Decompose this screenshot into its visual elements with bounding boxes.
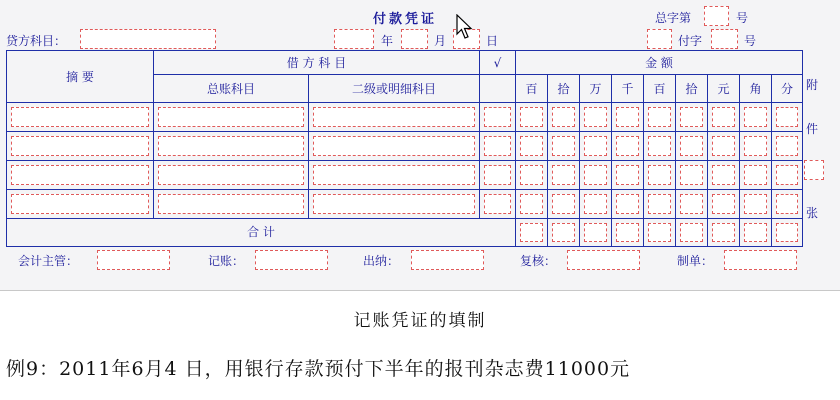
mouse-pointer-icon — [456, 14, 474, 40]
attachment-char-1: 附 — [806, 78, 819, 92]
amount-digit-input[interactable] — [776, 165, 798, 185]
amount-digit-input[interactable] — [776, 194, 798, 214]
attachment-char-3: 张 — [806, 206, 819, 220]
digit-header-6: 元 — [708, 75, 740, 103]
total-amount-cell — [708, 219, 740, 247]
general-ledger-header: 总账科目 — [154, 75, 309, 103]
amount-digit-input[interactable] — [552, 165, 575, 185]
amount-cell — [708, 103, 740, 132]
debit-account-header: 借 方 科 目 — [154, 51, 480, 75]
digit-header-7: 角 — [740, 75, 772, 103]
total-digit-input[interactable] — [584, 223, 607, 242]
amount-digit-input[interactable] — [744, 165, 767, 185]
entry-row — [7, 161, 803, 190]
check-input[interactable] — [484, 107, 511, 127]
bookkeeper-input[interactable] — [255, 250, 328, 270]
amount-digit-input[interactable] — [648, 194, 671, 214]
amount-digit-input[interactable] — [584, 107, 607, 127]
digit-header-5: 拾 — [676, 75, 708, 103]
amount-cell — [516, 132, 548, 161]
amount-cell — [676, 132, 708, 161]
entry-cell — [309, 103, 480, 132]
general-ledger-input[interactable] — [158, 194, 304, 214]
entry-cell — [7, 161, 154, 190]
amount-cell — [772, 132, 803, 161]
pay-no-suffix: 号 — [744, 34, 757, 48]
amount-cell — [548, 190, 580, 219]
check-header: √ — [480, 51, 516, 75]
entry-cell — [154, 132, 309, 161]
cashier-input[interactable] — [411, 250, 484, 270]
amount-digit-input[interactable] — [520, 194, 543, 214]
amount-cell — [580, 132, 612, 161]
digit-header-1: 拾 — [548, 75, 580, 103]
digit-header-2: 万 — [580, 75, 612, 103]
detail-account-input[interactable] — [313, 107, 475, 127]
amount-digit-input[interactable] — [680, 107, 703, 127]
amount-cell — [740, 132, 772, 161]
general-no-suffix: 号 — [736, 11, 749, 25]
total-amount-cell — [740, 219, 772, 247]
entry-row — [7, 190, 803, 219]
entry-cell — [154, 103, 309, 132]
reviewer-input[interactable] — [567, 250, 640, 270]
entry-cell — [154, 161, 309, 190]
amount-cell — [772, 190, 803, 219]
total-digit-input[interactable] — [680, 223, 703, 242]
maker-label: 制单： — [677, 254, 714, 268]
amount-cell — [676, 190, 708, 219]
amount-cell — [708, 190, 740, 219]
check-input[interactable] — [484, 165, 511, 185]
entry-cell — [7, 132, 154, 161]
total-digit-input[interactable] — [520, 223, 543, 242]
voucher-table — [6, 50, 803, 247]
amount-cell — [548, 103, 580, 132]
amount-digit-input[interactable] — [680, 136, 703, 156]
entry-cell — [309, 132, 480, 161]
total-label: 合 计 — [7, 219, 516, 247]
amount-digit-input[interactable] — [520, 136, 543, 156]
total-amount-cell — [772, 219, 803, 247]
summary-input[interactable] — [11, 107, 149, 127]
amount-digit-input[interactable] — [712, 194, 735, 214]
amount-cell — [548, 161, 580, 190]
amount-digit-input[interactable] — [712, 165, 735, 185]
general-ledger-input[interactable] — [158, 165, 304, 185]
entry-row — [7, 132, 803, 161]
check-input[interactable] — [484, 136, 511, 156]
amount-cell — [676, 161, 708, 190]
entry-cell — [7, 103, 154, 132]
amount-digit-input[interactable] — [744, 107, 767, 127]
attachment-char-2: 件 — [806, 122, 819, 136]
amount-digit-input[interactable] — [616, 107, 639, 127]
total-digit-input[interactable] — [616, 223, 639, 242]
total-amount-cell — [516, 219, 548, 247]
entry-cell — [480, 103, 516, 132]
amount-cell — [612, 132, 644, 161]
entry-cell — [480, 132, 516, 161]
month-label: 月 — [434, 34, 447, 48]
detail-account-input[interactable] — [313, 165, 475, 185]
amount-digit-input[interactable] — [616, 136, 639, 156]
general-no-label: 总字第 — [655, 11, 692, 25]
year-input[interactable] — [334, 29, 374, 49]
entry-cell — [154, 190, 309, 219]
cashier-label: 出纳： — [363, 254, 400, 268]
credit-account-input[interactable] — [80, 29, 216, 49]
amount-digit-input[interactable] — [712, 107, 735, 127]
entry-cell — [309, 190, 480, 219]
amount-digit-input[interactable] — [552, 136, 575, 156]
total-digit-input[interactable] — [648, 223, 671, 242]
amount-cell — [612, 103, 644, 132]
amount-digit-input[interactable] — [680, 165, 703, 185]
credit-account-label: 贷方科目： — [6, 34, 67, 48]
amount-cell — [548, 132, 580, 161]
detail-account-input[interactable] — [313, 136, 475, 156]
amount-cell — [740, 103, 772, 132]
amount-cell — [612, 161, 644, 190]
amount-digit-input[interactable] — [648, 165, 671, 185]
summary-input[interactable] — [11, 194, 149, 214]
maker-input[interactable] — [724, 250, 797, 270]
amount-cell — [612, 190, 644, 219]
amount-digit-input[interactable] — [584, 165, 607, 185]
total-amount-cell — [580, 219, 612, 247]
check-subheader — [480, 75, 516, 103]
year-label: 年 — [381, 34, 394, 48]
day-label: 日 — [486, 34, 499, 48]
amount-digit-input[interactable] — [616, 194, 639, 214]
entry-cell — [7, 190, 154, 219]
amount-digit-input[interactable] — [712, 136, 735, 156]
amount-digit-input[interactable] — [648, 107, 671, 127]
check-input[interactable] — [484, 194, 511, 214]
total-amount-cell — [644, 219, 676, 247]
total-digit-input[interactable] — [552, 223, 575, 242]
bookkeeper-label: 记账： — [208, 254, 245, 268]
amount-cell — [644, 132, 676, 161]
digit-header-8: 分 — [772, 75, 803, 103]
general-ledger-input[interactable] — [158, 136, 304, 156]
summary-input[interactable] — [11, 136, 149, 156]
total-amount-cell — [612, 219, 644, 247]
detail-account-header: 二级或明细科目 — [309, 75, 480, 103]
amount-digit-input[interactable] — [776, 107, 798, 127]
entry-cell — [480, 190, 516, 219]
amount-digit-input[interactable] — [616, 165, 639, 185]
amount-digit-input[interactable] — [552, 194, 575, 214]
amount-cell — [516, 103, 548, 132]
amount-cell — [580, 161, 612, 190]
attachment-count-input[interactable] — [804, 160, 824, 180]
example-text: 例9：2011年6月4 日，用银行存款预付下半年的报刊杂志费11000元 — [6, 358, 631, 380]
amount-digit-input[interactable] — [744, 194, 767, 214]
amount-digit-input[interactable] — [552, 107, 575, 127]
amount-cell — [644, 190, 676, 219]
chief-input[interactable] — [97, 250, 170, 270]
general-ledger-input[interactable] — [158, 107, 304, 127]
amount-cell — [708, 161, 740, 190]
amount-cell — [676, 103, 708, 132]
divider — [0, 290, 840, 291]
amount-digit-input[interactable] — [584, 136, 607, 156]
reviewer-label: 复核： — [520, 254, 557, 268]
amount-digit-input[interactable] — [680, 194, 703, 214]
entry-cell — [309, 161, 480, 190]
summary-header: 摘 要 — [7, 51, 154, 103]
pay-no-input[interactable] — [711, 29, 738, 49]
total-amount-cell — [548, 219, 580, 247]
amount-cell — [644, 103, 676, 132]
total-digit-input[interactable] — [776, 223, 798, 242]
total-digit-input[interactable] — [744, 223, 767, 242]
amount-cell — [644, 161, 676, 190]
amount-cell — [580, 190, 612, 219]
amount-header: 金 额 — [516, 51, 803, 75]
general-no-input[interactable] — [704, 6, 729, 26]
month-input[interactable] — [401, 29, 428, 49]
slide-caption: 记账凭证的填制 — [353, 311, 487, 331]
amount-cell — [772, 161, 803, 190]
form-title: 付款凭证 — [373, 12, 438, 27]
amount-cell — [708, 132, 740, 161]
amount-cell — [772, 103, 803, 132]
total-digit-input[interactable] — [712, 223, 735, 242]
digit-header-4: 百 — [644, 75, 676, 103]
amount-cell — [516, 190, 548, 219]
summary-input[interactable] — [11, 165, 149, 185]
amount-digit-input[interactable] — [520, 165, 543, 185]
digit-header-3: 千 — [612, 75, 644, 103]
amount-digit-input[interactable] — [520, 107, 543, 127]
amount-digit-input[interactable] — [648, 136, 671, 156]
amount-cell — [740, 161, 772, 190]
detail-account-input[interactable] — [313, 194, 475, 214]
amount-cell — [580, 103, 612, 132]
amount-cell — [516, 161, 548, 190]
digit-header-0: 百 — [516, 75, 548, 103]
pay-no-prefix-input[interactable] — [647, 29, 672, 49]
total-amount-cell — [676, 219, 708, 247]
chief-label: 会计主管： — [18, 254, 79, 268]
amount-cell — [740, 190, 772, 219]
amount-digit-input[interactable] — [776, 136, 798, 156]
amount-digit-input[interactable] — [744, 136, 767, 156]
entry-row — [7, 103, 803, 132]
entry-cell — [480, 161, 516, 190]
pay-no-label: 付字 — [678, 34, 703, 48]
amount-digit-input[interactable] — [584, 194, 607, 214]
